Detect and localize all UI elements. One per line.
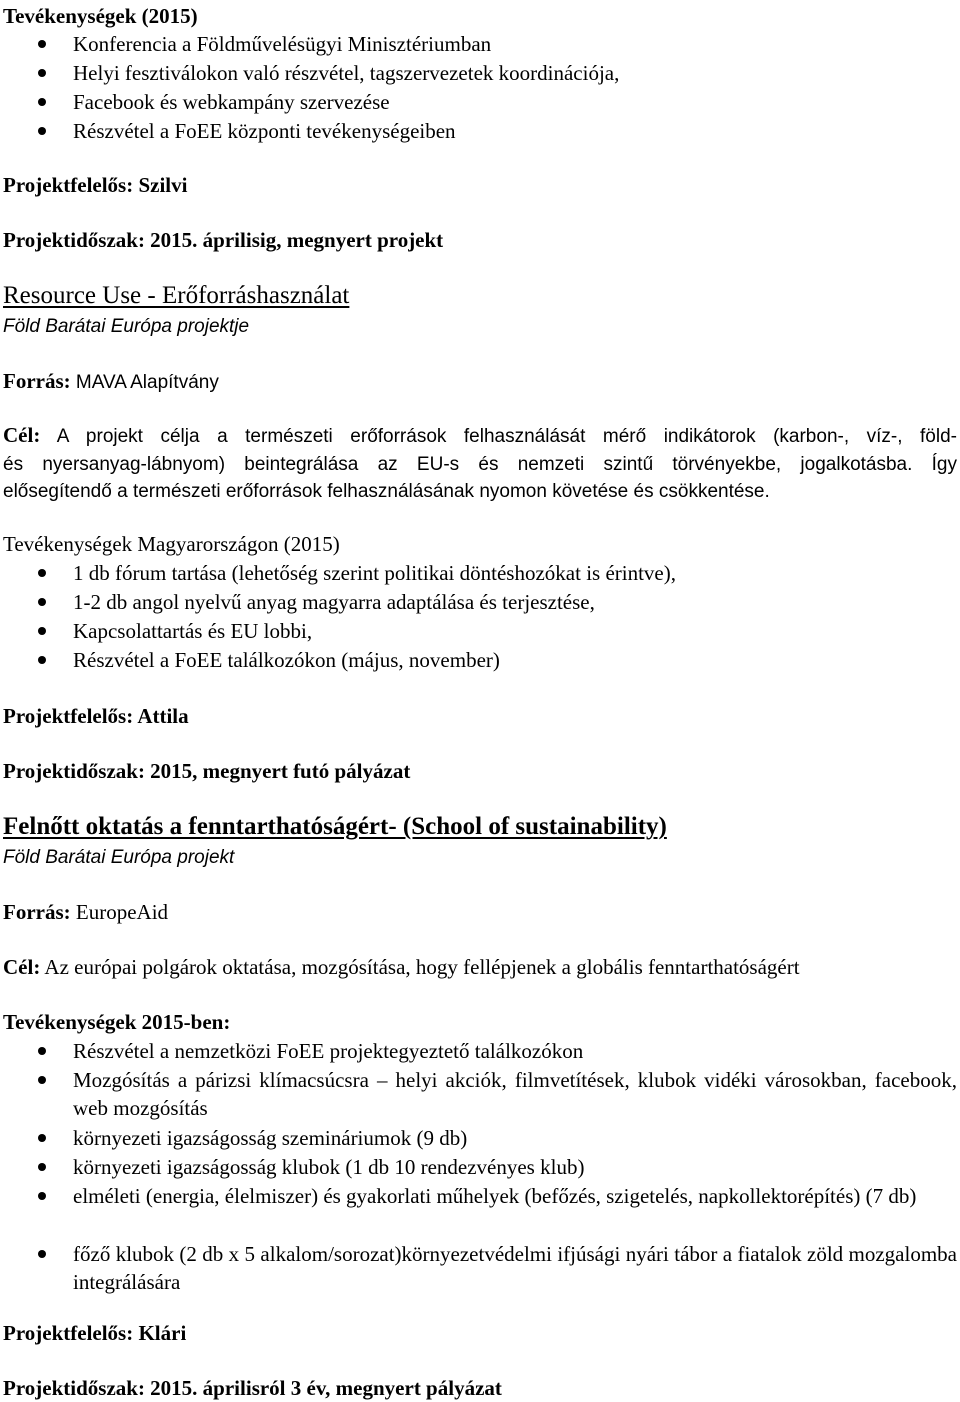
bullet-icon xyxy=(38,127,46,135)
list-item: 1 db fórum tartása (lehetőség szerint politikai döntéshozókat is érintve), xyxy=(0,559,957,588)
list-item: Részvétel a FoEE találkozókon (május, november) xyxy=(0,646,957,675)
list-item: környezeti igazságosság szemináriumok (9 db) xyxy=(0,1124,957,1153)
project-responsible: Projektfelelős: Klári xyxy=(3,1321,187,1345)
bullet-icon xyxy=(38,656,46,664)
bullet-icon xyxy=(38,1250,46,1258)
list-item: Kapcsolattartás és EU lobbi, xyxy=(0,617,957,646)
section-heading: Tevékenységek 2015-ben: xyxy=(3,1010,231,1034)
list-item: Részvétel a FoEE központi tevékenységeiben xyxy=(0,117,957,146)
project-subtitle: Föld Barátai Európa projekt xyxy=(3,847,235,868)
list-item: elméleti (energia, élelmiszer) és gyakorlati műhelyek (befőzés, szigetelés, napkollektorépítés) (7 db) xyxy=(0,1182,957,1240)
goal-label: Cél: xyxy=(3,423,41,447)
project-responsible: Projektfelelős: Szilvi xyxy=(3,173,188,197)
list-item: Mozgósítás a párizsi klímacsúcsra – helyi akciók, filmvetítések, klubok vidéki városokban, facebook, web mozgósítás xyxy=(0,1066,957,1124)
project-title: Resource Use - Erőforráshasználat xyxy=(3,282,350,309)
bullet-icon xyxy=(38,627,46,635)
bullet-icon xyxy=(38,1134,46,1142)
project-title: Felnőtt oktatás a fenntarthatóságért- (School of sustainability) xyxy=(3,813,667,840)
source-value: MAVA Alapítvány xyxy=(70,372,219,393)
bullet-icon xyxy=(38,98,46,106)
project-subtitle: Föld Barátai Európa projektje xyxy=(3,316,250,337)
bullet-icon xyxy=(38,69,46,77)
goal-text: Az európai polgárok oktatása, mozgósítása, hogy fellépjenek a globális fenntarthatóságért xyxy=(40,955,800,979)
source-label: Forrás: xyxy=(3,900,71,924)
goal-text: és nyersanyag-lábnyom) beintegrálása az EU-s és nemzeti szintű törvényekbe, jogalkotásba. Így xyxy=(3,453,957,475)
bullet-icon xyxy=(38,1192,46,1200)
goal-text: elősegítendő a természeti erőforrások felhasználásának nyomon követése és csökkentése. xyxy=(3,481,770,502)
bullet-icon xyxy=(38,1163,46,1171)
bullet-list xyxy=(0,1037,957,1298)
source-value: EuropeAid xyxy=(70,900,169,924)
bullet-icon xyxy=(38,569,46,577)
bullet-list xyxy=(0,559,957,675)
list-item: Részvétel a nemzetközi FoEE projektegyeztető találkozókon xyxy=(0,1037,957,1066)
list-item: 1-2 db angol nyelvű anyag magyarra adaptálása és terjesztése, xyxy=(0,588,957,617)
list-item: Konferencia a Földművelésügyi Minisztériumban xyxy=(0,30,957,59)
project-source xyxy=(3,367,219,397)
goal-text: A projekt célja a természeti erőforrások felhasználását mérő indikátorok (karbon-, víz-, föld- xyxy=(40,426,957,447)
project-source xyxy=(3,898,168,926)
source-label: Forrás: xyxy=(3,369,71,393)
project-period: Projektidőszak: 2015. áprilisig, megnyert projekt xyxy=(3,228,444,252)
goal-label: Cél: xyxy=(3,955,41,979)
bullet-list xyxy=(0,30,957,146)
bullet-icon xyxy=(38,1047,46,1055)
list-item: Helyi fesztiválokon való részvétel, tagszervezetek koordinációja, xyxy=(0,59,957,88)
project-goal xyxy=(3,953,800,981)
bullet-icon xyxy=(38,598,46,606)
list-item: környezeti igazságosság klubok (1 db 10 rendezvényes klub) xyxy=(0,1153,957,1182)
section-heading: Tevékenységek Magyarországon (2015) xyxy=(3,532,340,556)
project-period: Projektidőszak: 2015. áprilisról 3 év, megnyert pályázat xyxy=(3,1376,502,1400)
bullet-icon xyxy=(38,1076,46,1084)
project-goal xyxy=(3,422,957,506)
section-heading: Tevékenységek (2015) xyxy=(3,4,198,28)
project-period: Projektidőszak: 2015, megnyert futó pályázat xyxy=(3,759,411,783)
project-responsible: Projektfelelős: Attila xyxy=(3,704,189,728)
bullet-icon xyxy=(38,40,46,48)
list-item: Facebook és webkampány szervezése xyxy=(0,88,957,117)
list-item: főző klubok (2 db x 5 alkalom/sorozat)környezetvédelmi ifjúsági nyári tábor a fiatalok zöld mozgalomba integrálására xyxy=(0,1240,957,1298)
